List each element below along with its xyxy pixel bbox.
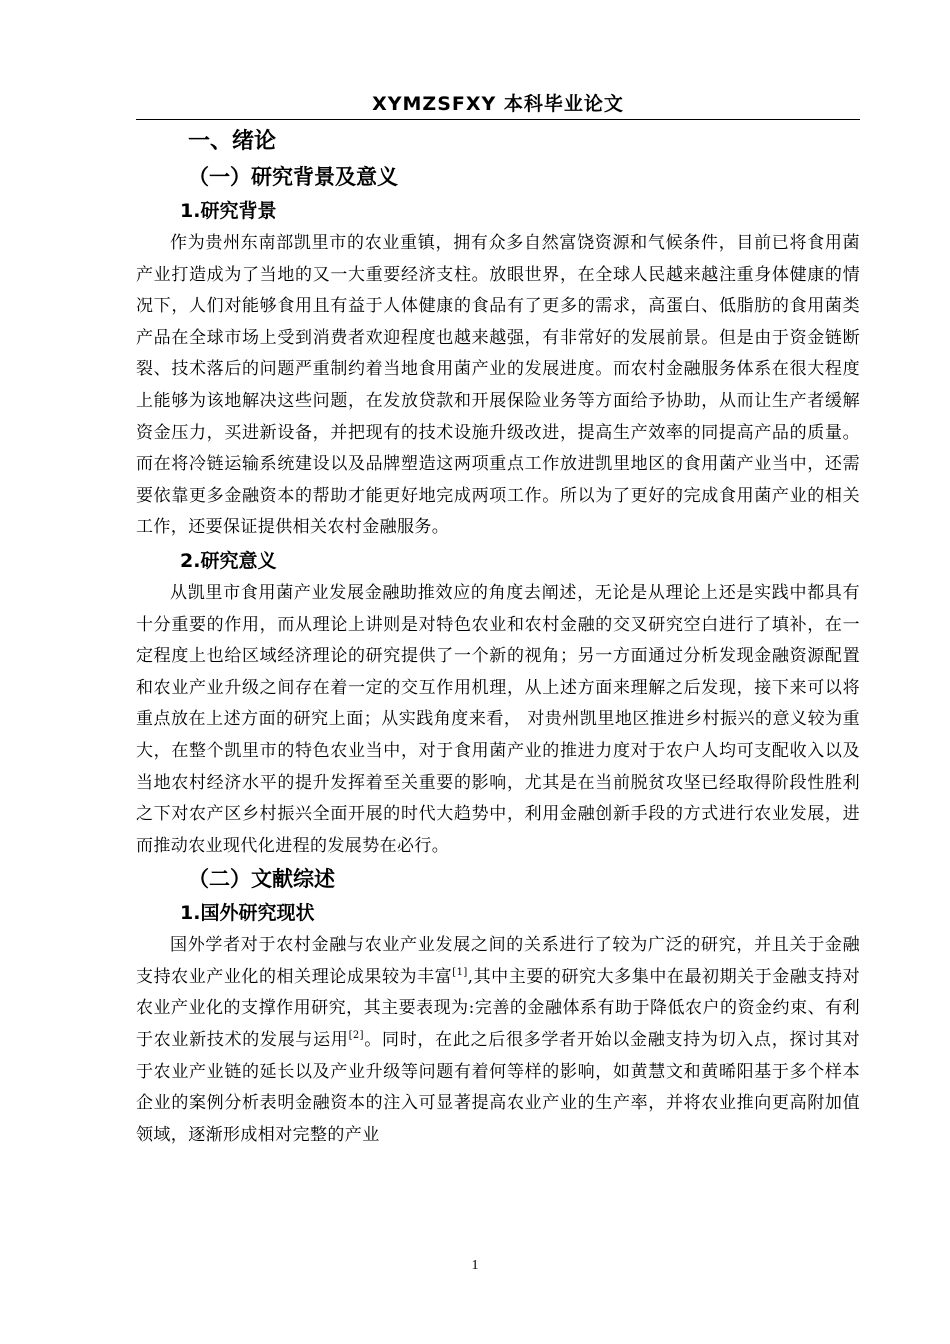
header-divider [136,119,860,120]
foreign-research-text-1: 国外学者对于农村金融与农业产业发展之间的关系进行了较为广泛的研究，并且关于金融支持农业产业化的相关理论成果较为丰富 [136,935,860,987]
section-heading-background: （一）研究背景及意义 [188,165,398,189]
citation-2: [2] [348,1030,364,1042]
foreign-research-text-2: ,其中主要的研究大多集中在最初期关于金融支持对农业产业化的支撑作用研究，其主要表现为:完善的金融体系有助于降低农户的资金约束、有利于农业新技术的发展与运用 [136,966,860,1051]
paragraph-research-background: 作为贵州东南部凯里市的农业重镇，拥有众多自然富饶资源和气候条件，目前已将食用菌产业打造成为了当地的又一大重要经济支柱。放眼世界，在全球人民越来越注重身体健康的情况下，人们对能够食用且有益于人体健康的食品有了更多的需求，高蛋白、低脂肪的食用菌类产品在全球市场上受到消费者欢迎程度也越来越强，有非常好的发展前景。但是由于资金链断裂、技术落后的问题严重制约着当地食用菌产业的发展进度。而农村金融服务体系在很大程度上能够为该地解决这些问题，在发放贷款和开展保险业务等方面给予协助，从而让生产者缓解资金压力，买进新设备，并把现有的技术设施升级改进，提高生产效率的同提高产品的质量。而在将冷链运输系统建设以及品牌塑造这两项重点工作放进凯里地区的食用菌产业当中，还需要依靠更多金融资本的帮助才能更好地完成两项工作。所以为了更好的完成食用菌产业的相关工作，还要保证提供相关农村金融服务。 [136,233,860,538]
page-body [136,124,860,1151]
subsection-heading-background: 1.研究背景 [180,200,277,222]
section-heading-literature-review: （二）文献综述 [188,867,335,892]
foreign-research-text-3: 。同时，在此之后很多学者开始以金融支持为切入点，探讨其对于农业产业链的延长以及产业升级等问题有着何等样的影响，如黄慧文和黄晞阳基于多个样本企业的案例分析表明金融资本的注入可显著提高农业产业的生产率，并将农业推向更高附加值领域，逐渐形成相对完整的产业 [136,1030,860,1145]
paragraph-foreign-research [136,930,860,1151]
page-number: 1 [471,1258,479,1273]
subsection-heading-significance: 2.研究意义 [180,549,277,572]
citation-1: [1] [452,966,468,978]
chapter-heading: 一、绪论 [188,129,277,154]
page-header-title: XYMZSFXY 本科毕业论文 [372,93,624,115]
paragraph-research-significance: 从凯里市食用菌产业发展金融助推效应的角度去阐述，无论是从理论上还是实践中都具有十分重要的作用，而从理论上讲则是对特色农业和农村金融的交叉研究空白进行了填补，在一定程度上也给区域经济理论的研究提供了一个新的视角；另一方面通过分析发现金融资源配置和农业产业升级之间存在着一定的交互作用机理，从上述方面来理解之后发现，接下来可以将重点放在上述方面的研究上面；从实践角度来看， 对贵州凯里地区推进乡村振兴的意义较为重大，在整个凯里市的特色农业当中，对于食用菌产业的推进力度对于农户人均可支配收入以及当地农村经济水平的提升发挥着至关重要的影响，尤其是在当前脱贫攻坚已经取得阶段性胜利之下对农产区乡村振兴全面开展的时代大趋势中，利用金融创新手段的方式进行农业发展，进而推动农业现代化进程的发展势在必行。 [136,582,860,856]
subsection-heading-foreign-research: 1.国外研究现状 [180,902,315,925]
